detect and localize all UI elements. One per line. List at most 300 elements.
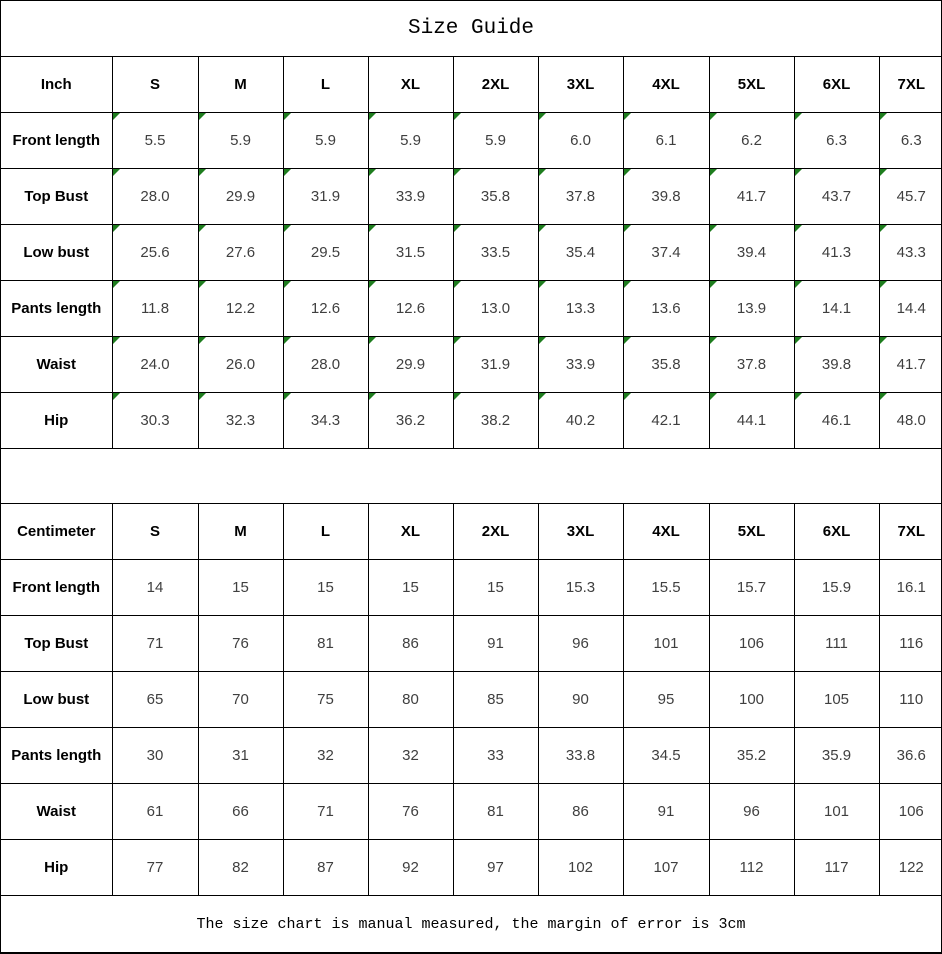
value-text: 37.8 xyxy=(736,356,767,373)
row-label-cell: Waist xyxy=(1,784,112,840)
value-text: 117 xyxy=(824,859,849,876)
measurement-row xyxy=(1,672,942,728)
row-label-cell: Front length xyxy=(1,560,112,616)
value-cell xyxy=(879,169,942,225)
cell-corner-marker-icon xyxy=(880,393,887,400)
value-text: 43.7 xyxy=(821,188,852,205)
value-cell xyxy=(879,616,942,672)
cell-corner-marker-icon xyxy=(454,169,461,176)
cell-corner-marker-icon xyxy=(539,225,546,232)
value-cell xyxy=(709,672,794,728)
cell-corner-marker-icon xyxy=(880,113,887,120)
cell-corner-marker-icon xyxy=(369,393,376,400)
inch-table xyxy=(1,57,942,449)
value-text: 31.9 xyxy=(310,188,341,205)
value-cell xyxy=(283,784,368,840)
value-text: 13.9 xyxy=(736,300,767,317)
value-cell xyxy=(709,337,794,393)
size-column-header: 6XL xyxy=(794,57,879,113)
value-cell xyxy=(623,616,709,672)
value-cell xyxy=(879,784,942,840)
cell-corner-marker-icon xyxy=(539,393,546,400)
value-cell xyxy=(709,393,794,449)
value-text: 76 xyxy=(232,635,249,652)
value-cell xyxy=(794,560,879,616)
row-label-cell: Pants length xyxy=(1,281,112,337)
value-text: 33.8 xyxy=(565,747,596,764)
cell-corner-marker-icon xyxy=(113,281,120,288)
size-column-header: 3XL xyxy=(538,504,623,560)
value-text: 6.3 xyxy=(826,132,847,149)
value-text: 33.5 xyxy=(480,244,511,261)
value-text: 30.3 xyxy=(140,412,170,429)
value-text: 5.9 xyxy=(315,132,336,149)
value-text: 85 xyxy=(487,691,504,708)
size-column-header: 6XL xyxy=(794,504,879,560)
size-column-header: 5XL xyxy=(709,57,794,113)
value-cell xyxy=(879,728,942,784)
header-row xyxy=(1,57,942,113)
row-label-cell: Low bust xyxy=(1,672,112,728)
value-cell xyxy=(538,560,623,616)
value-cell xyxy=(112,616,198,672)
value-text: 24.0 xyxy=(140,356,170,373)
value-text: 46.1 xyxy=(821,412,852,429)
value-text: 37.4 xyxy=(651,244,681,261)
value-cell xyxy=(879,337,942,393)
value-cell xyxy=(368,840,453,896)
value-text: 12.6 xyxy=(310,300,341,317)
measurement-row xyxy=(1,728,942,784)
value-cell xyxy=(112,337,198,393)
value-text: 101 xyxy=(653,635,679,652)
value-cell xyxy=(368,784,453,840)
value-cell xyxy=(709,728,794,784)
value-text: 15 xyxy=(487,579,504,596)
value-text: 36.2 xyxy=(395,412,426,429)
value-text: 15 xyxy=(317,579,334,596)
measurement-row xyxy=(1,393,942,449)
table-gap-spacer xyxy=(1,449,941,504)
centimeter-table xyxy=(1,504,942,896)
size-column-header: 4XL xyxy=(623,504,709,560)
cell-corner-marker-icon xyxy=(710,169,717,176)
value-cell xyxy=(879,281,942,337)
cell-corner-marker-icon xyxy=(284,337,291,344)
value-cell xyxy=(198,281,283,337)
value-cell xyxy=(112,728,198,784)
value-text: 100 xyxy=(738,691,765,708)
cell-corner-marker-icon xyxy=(369,169,376,176)
value-cell xyxy=(453,840,538,896)
value-cell xyxy=(794,784,879,840)
value-text: 31.5 xyxy=(395,244,426,261)
value-cell xyxy=(198,616,283,672)
value-text: 31 xyxy=(232,747,249,764)
measurement-row xyxy=(1,225,942,281)
value-cell xyxy=(453,672,538,728)
value-cell xyxy=(453,113,538,169)
cell-corner-marker-icon xyxy=(454,393,461,400)
value-cell xyxy=(283,840,368,896)
value-text: 111 xyxy=(825,635,848,652)
value-cell xyxy=(283,225,368,281)
size-column-header: S xyxy=(112,57,198,113)
cell-corner-marker-icon xyxy=(369,113,376,120)
value-cell xyxy=(283,672,368,728)
value-cell xyxy=(538,672,623,728)
value-text: 35.9 xyxy=(821,747,852,764)
cell-corner-marker-icon xyxy=(795,169,802,176)
value-text: 41.7 xyxy=(896,356,926,373)
value-cell xyxy=(453,225,538,281)
value-cell xyxy=(112,169,198,225)
value-cell xyxy=(538,393,623,449)
value-cell xyxy=(283,728,368,784)
cell-corner-marker-icon xyxy=(710,393,717,400)
value-text: 30 xyxy=(146,747,164,764)
value-text: 6.2 xyxy=(741,132,762,149)
value-cell xyxy=(453,169,538,225)
value-text: 42.1 xyxy=(651,412,681,429)
cell-corner-marker-icon xyxy=(795,113,802,120)
value-text: 27.6 xyxy=(225,244,256,261)
value-cell xyxy=(368,393,453,449)
value-cell xyxy=(368,672,453,728)
value-cell xyxy=(794,840,879,896)
value-cell xyxy=(283,169,368,225)
value-text: 39.8 xyxy=(821,356,852,373)
value-cell xyxy=(368,225,453,281)
value-cell xyxy=(709,281,794,337)
value-cell xyxy=(112,784,198,840)
value-text: 29.5 xyxy=(310,244,341,261)
value-text: 71 xyxy=(146,635,164,652)
value-cell xyxy=(794,672,879,728)
value-cell xyxy=(198,169,283,225)
value-text: 33.9 xyxy=(565,356,596,373)
value-text: 40.2 xyxy=(565,412,596,429)
size-column-header: 7XL xyxy=(879,57,942,113)
size-column-header: 2XL xyxy=(453,57,538,113)
value-text: 15.3 xyxy=(565,579,596,596)
value-text: 110 xyxy=(899,691,924,708)
cell-corner-marker-icon xyxy=(624,281,631,288)
value-cell xyxy=(709,840,794,896)
value-text: 12.2 xyxy=(225,300,256,317)
value-text: 32 xyxy=(317,747,334,764)
cell-corner-marker-icon xyxy=(710,225,717,232)
cell-corner-marker-icon xyxy=(624,393,631,400)
value-cell xyxy=(453,560,538,616)
size-column-header: 5XL xyxy=(709,504,794,560)
value-text: 5.9 xyxy=(400,132,421,149)
value-cell xyxy=(709,169,794,225)
value-text: 14.4 xyxy=(896,300,926,317)
size-column-header: L xyxy=(283,504,368,560)
value-text: 14 xyxy=(146,579,164,596)
value-text: 95 xyxy=(657,691,675,708)
value-cell xyxy=(283,560,368,616)
value-cell xyxy=(283,113,368,169)
value-text: 33 xyxy=(487,747,504,764)
cell-corner-marker-icon xyxy=(710,113,717,120)
value-text: 91 xyxy=(487,635,504,652)
value-cell xyxy=(198,560,283,616)
value-cell xyxy=(112,393,198,449)
value-text: 6.3 xyxy=(900,132,922,149)
cell-corner-marker-icon xyxy=(199,281,206,288)
size-column-header: 2XL xyxy=(453,504,538,560)
value-cell xyxy=(368,728,453,784)
cell-corner-marker-icon xyxy=(795,337,802,344)
value-cell xyxy=(794,169,879,225)
value-cell xyxy=(709,113,794,169)
value-cell xyxy=(709,784,794,840)
value-text: 35.4 xyxy=(565,244,596,261)
measurement-row xyxy=(1,337,942,393)
row-label-cell: Top Bust xyxy=(1,616,112,672)
value-cell xyxy=(794,337,879,393)
value-text: 71 xyxy=(317,803,334,820)
value-cell xyxy=(453,728,538,784)
size-column-header: L xyxy=(283,57,368,113)
value-text: 35.8 xyxy=(480,188,511,205)
value-cell xyxy=(112,672,198,728)
value-text: 80 xyxy=(402,691,419,708)
cell-corner-marker-icon xyxy=(369,225,376,232)
size-column-header: 7XL xyxy=(879,504,942,560)
value-cell xyxy=(623,560,709,616)
size-column-header: 3XL xyxy=(538,57,623,113)
cell-corner-marker-icon xyxy=(199,225,206,232)
value-cell xyxy=(538,113,623,169)
value-text: 101 xyxy=(823,803,850,820)
value-cell xyxy=(368,169,453,225)
cell-corner-marker-icon xyxy=(454,281,461,288)
cell-corner-marker-icon xyxy=(284,225,291,232)
cell-corner-marker-icon xyxy=(795,393,802,400)
value-text: 116 xyxy=(899,635,924,652)
value-cell xyxy=(453,393,538,449)
cell-corner-marker-icon xyxy=(880,281,887,288)
value-text: 106 xyxy=(898,803,924,820)
value-text: 25.6 xyxy=(140,244,170,261)
value-cell xyxy=(283,337,368,393)
cell-corner-marker-icon xyxy=(795,281,802,288)
value-text: 107 xyxy=(653,859,679,876)
value-text: 122 xyxy=(898,859,924,876)
value-text: 97 xyxy=(487,859,504,876)
value-text: 43.3 xyxy=(896,244,926,261)
value-text: 14.1 xyxy=(821,300,852,317)
cell-corner-marker-icon xyxy=(624,169,631,176)
row-label-cell: Hip xyxy=(1,840,112,896)
value-text: 28.0 xyxy=(310,356,341,373)
value-cell xyxy=(538,728,623,784)
measurement-row xyxy=(1,169,942,225)
cell-corner-marker-icon xyxy=(369,281,376,288)
value-cell xyxy=(368,337,453,393)
value-text: 38.2 xyxy=(480,412,511,429)
value-text: 12.6 xyxy=(395,300,426,317)
value-cell xyxy=(538,337,623,393)
row-label-cell: Top Bust xyxy=(1,169,112,225)
measurement-row xyxy=(1,840,942,896)
cell-corner-marker-icon xyxy=(624,113,631,120)
value-cell xyxy=(368,113,453,169)
page-title: Size Guide xyxy=(1,1,941,57)
value-cell xyxy=(879,113,942,169)
value-cell xyxy=(538,616,623,672)
value-cell xyxy=(112,113,198,169)
cell-corner-marker-icon xyxy=(710,281,717,288)
cell-corner-marker-icon xyxy=(710,337,717,344)
cell-corner-marker-icon xyxy=(369,337,376,344)
size-column-header: S xyxy=(112,504,198,560)
value-cell xyxy=(623,840,709,896)
value-cell xyxy=(112,281,198,337)
value-text: 5.9 xyxy=(230,132,251,149)
value-text: 31.9 xyxy=(480,356,511,373)
value-cell xyxy=(794,281,879,337)
value-text: 34.5 xyxy=(651,747,681,764)
cell-corner-marker-icon xyxy=(880,225,887,232)
value-text: 15 xyxy=(232,579,249,596)
value-text: 76 xyxy=(402,803,419,820)
value-text: 34.3 xyxy=(310,412,341,429)
value-cell xyxy=(709,616,794,672)
footer-note: The size chart is manual measured, the margin of error is 3cm xyxy=(196,915,746,933)
value-cell xyxy=(794,616,879,672)
cell-corner-marker-icon xyxy=(284,169,291,176)
value-cell xyxy=(283,281,368,337)
value-text: 13.0 xyxy=(480,300,511,317)
measurement-row xyxy=(1,113,942,169)
value-text: 66 xyxy=(232,803,249,820)
cell-corner-marker-icon xyxy=(113,225,120,232)
value-cell xyxy=(794,728,879,784)
value-text: 87 xyxy=(317,859,334,876)
value-text: 102 xyxy=(567,859,594,876)
value-text: 13.3 xyxy=(565,300,596,317)
value-text: 39.4 xyxy=(736,244,767,261)
size-column-header: 4XL xyxy=(623,57,709,113)
cell-corner-marker-icon xyxy=(113,337,120,344)
cell-corner-marker-icon xyxy=(880,169,887,176)
value-text: 6.1 xyxy=(655,132,677,149)
cell-corner-marker-icon xyxy=(284,281,291,288)
value-cell xyxy=(623,784,709,840)
value-cell xyxy=(368,560,453,616)
value-cell xyxy=(623,169,709,225)
value-cell xyxy=(794,225,879,281)
header-row xyxy=(1,504,942,560)
value-text: 5.9 xyxy=(485,132,506,149)
size-column-header: M xyxy=(198,504,283,560)
cell-corner-marker-icon xyxy=(539,113,546,120)
value-text: 35.8 xyxy=(651,356,681,373)
value-cell xyxy=(283,616,368,672)
value-cell xyxy=(709,560,794,616)
value-cell xyxy=(879,225,942,281)
value-cell xyxy=(453,784,538,840)
value-cell xyxy=(538,225,623,281)
value-text: 41.3 xyxy=(821,244,852,261)
value-text: 15.9 xyxy=(821,579,852,596)
measurement-row xyxy=(1,616,942,672)
cell-corner-marker-icon xyxy=(454,337,461,344)
value-cell xyxy=(538,169,623,225)
size-column-header: XL xyxy=(368,504,453,560)
value-cell xyxy=(198,225,283,281)
value-cell xyxy=(453,337,538,393)
value-text: 29.9 xyxy=(395,356,426,373)
value-cell xyxy=(198,113,283,169)
value-cell xyxy=(794,393,879,449)
cell-corner-marker-icon xyxy=(624,225,631,232)
value-text: 96 xyxy=(572,635,589,652)
value-cell xyxy=(198,784,283,840)
value-text: 37.8 xyxy=(565,188,596,205)
value-text: 36.6 xyxy=(896,747,926,764)
value-cell xyxy=(538,281,623,337)
value-text: 112 xyxy=(739,859,764,876)
cell-corner-marker-icon xyxy=(113,393,120,400)
value-cell xyxy=(112,840,198,896)
value-text: 15 xyxy=(402,579,419,596)
value-cell xyxy=(623,393,709,449)
value-text: 13.6 xyxy=(651,300,681,317)
cell-corner-marker-icon xyxy=(454,113,461,120)
value-cell xyxy=(879,672,942,728)
value-text: 39.8 xyxy=(651,188,681,205)
value-text: 11.8 xyxy=(140,300,170,317)
value-text: 75 xyxy=(317,691,334,708)
value-text: 15.7 xyxy=(736,579,767,596)
measurement-row xyxy=(1,281,942,337)
value-text: 77 xyxy=(146,859,164,876)
value-text: 86 xyxy=(402,635,419,652)
value-cell xyxy=(368,616,453,672)
value-cell xyxy=(198,393,283,449)
value-text: 6.0 xyxy=(570,132,591,149)
value-text: 44.1 xyxy=(736,412,767,429)
value-text: 32 xyxy=(402,747,419,764)
row-label-cell: Front length xyxy=(1,113,112,169)
value-cell xyxy=(794,113,879,169)
value-text: 81 xyxy=(317,635,334,652)
value-cell xyxy=(198,337,283,393)
value-text: 5.5 xyxy=(144,132,166,149)
cell-corner-marker-icon xyxy=(880,337,887,344)
cell-corner-marker-icon xyxy=(284,393,291,400)
value-text: 61 xyxy=(146,803,164,820)
value-cell xyxy=(623,113,709,169)
unit-label-cell: Inch xyxy=(1,57,112,113)
row-label-cell: Waist xyxy=(1,337,112,393)
value-text: 96 xyxy=(743,803,760,820)
value-text: 65 xyxy=(146,691,164,708)
value-text: 35.2 xyxy=(736,747,767,764)
value-text: 16.1 xyxy=(896,579,926,596)
cell-corner-marker-icon xyxy=(113,113,120,120)
value-cell xyxy=(453,616,538,672)
value-cell xyxy=(879,840,942,896)
row-label-cell: Pants length xyxy=(1,728,112,784)
value-cell xyxy=(112,560,198,616)
value-text: 82 xyxy=(232,859,249,876)
